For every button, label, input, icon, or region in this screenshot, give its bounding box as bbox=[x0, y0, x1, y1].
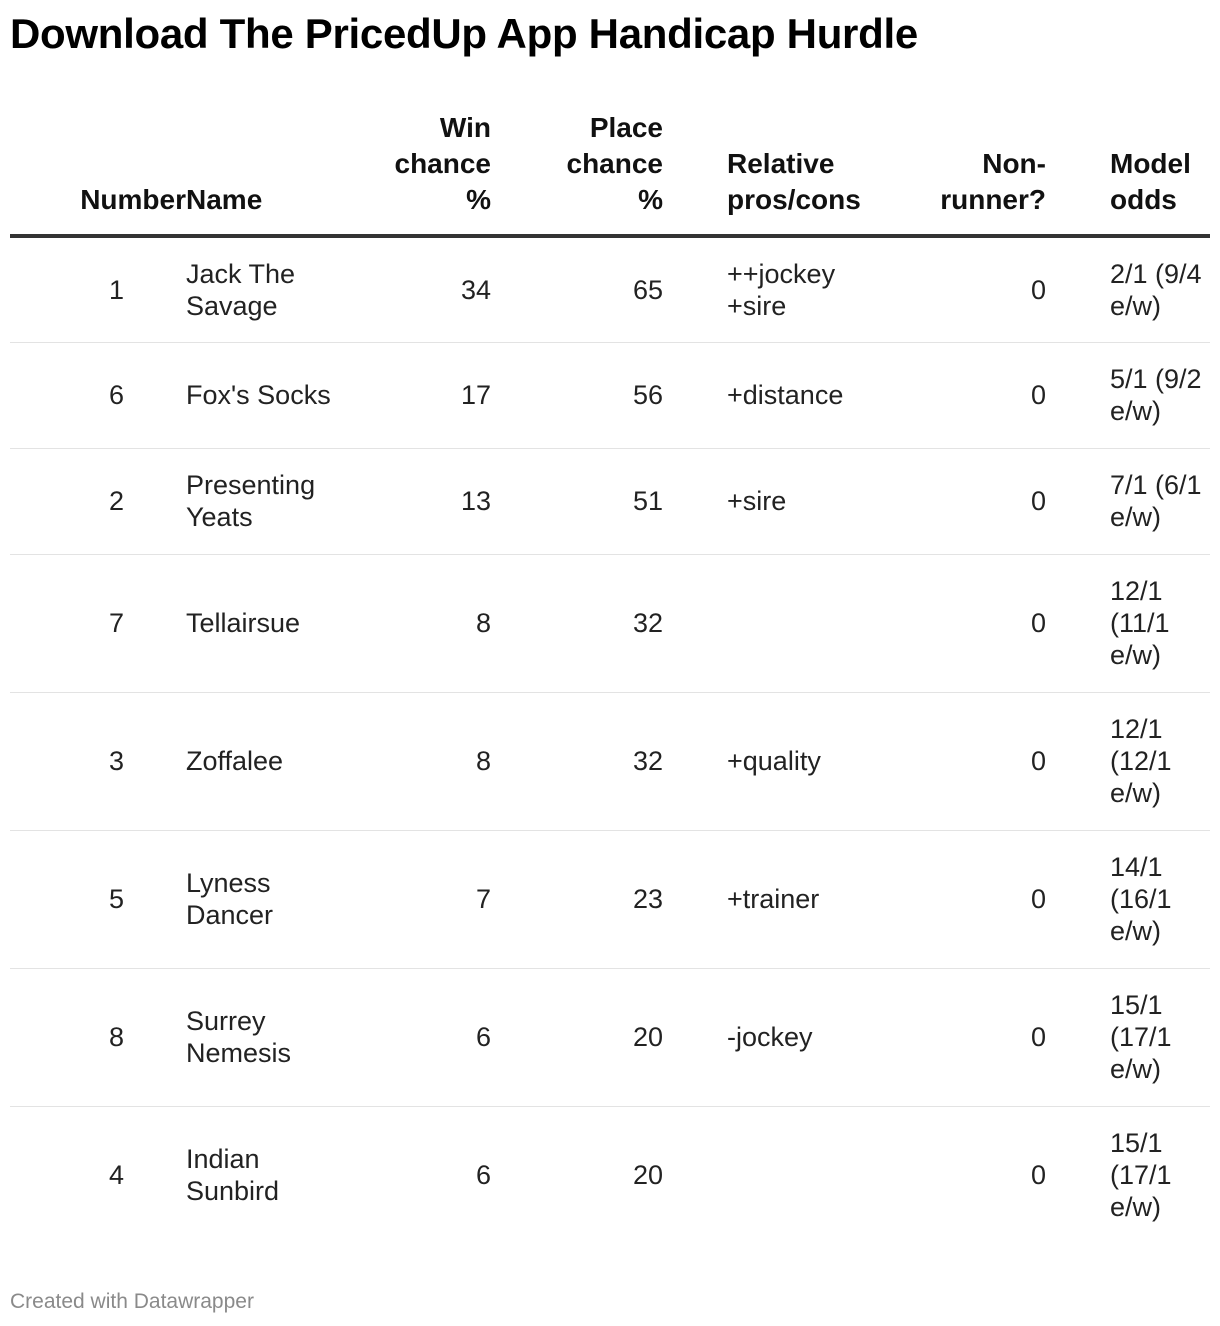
cell-odds: 15/1 (17/1 e/w) bbox=[1046, 968, 1210, 1106]
table-row bbox=[10, 1106, 1210, 1244]
table-row bbox=[10, 968, 1210, 1106]
pros-cons-item: +trainer bbox=[727, 884, 820, 914]
cell-odds: 7/1 (6/1 e/w) bbox=[1046, 448, 1210, 554]
cell-win: 8 bbox=[346, 692, 491, 830]
column-header-text: % bbox=[466, 184, 491, 215]
column-header-name bbox=[186, 110, 346, 236]
cell-number: 2 bbox=[10, 448, 186, 554]
cell-nr: 0 bbox=[871, 554, 1046, 692]
cell-name: Lyness Dancer bbox=[186, 830, 346, 968]
cell-odds: 15/1 (17/1 e/w) bbox=[1110, 1128, 1172, 1223]
cell-pros bbox=[663, 236, 871, 342]
cell-nr: 0 bbox=[871, 342, 1046, 448]
cell-win: 6 bbox=[346, 968, 491, 1106]
cell-nr: 0 bbox=[871, 236, 1046, 342]
column-header-text: Relative bbox=[727, 148, 835, 179]
table-header bbox=[10, 110, 1210, 236]
cell-pros bbox=[663, 342, 871, 448]
table-row bbox=[10, 554, 1210, 692]
footer-credit: Created with Datawrapper bbox=[10, 1290, 254, 1313]
cell-nr: 0 bbox=[871, 830, 1046, 968]
pros-cons-item: +quality bbox=[727, 746, 821, 776]
table-body bbox=[10, 236, 1210, 1244]
cell-number: 4 bbox=[108, 1160, 124, 1191]
column-header-number bbox=[10, 110, 186, 236]
cell-win: 8 bbox=[346, 554, 491, 692]
cell-pros bbox=[663, 830, 871, 968]
cell-win: 17 bbox=[346, 342, 491, 448]
cell-place: 56 bbox=[491, 342, 663, 448]
cell-nr: 0 bbox=[1030, 1160, 1046, 1191]
cell-pros bbox=[663, 448, 871, 554]
column-header-text: Number bbox=[80, 184, 186, 215]
cell-win: 7 bbox=[346, 830, 491, 968]
cell-name: Surrey Nemesis bbox=[186, 968, 346, 1106]
cell-pros bbox=[663, 968, 871, 1106]
pros-cons-item: -jockey bbox=[727, 1022, 813, 1052]
column-header-place bbox=[491, 110, 663, 236]
column-header-text: pros/cons bbox=[727, 184, 861, 215]
table-row bbox=[10, 448, 1210, 554]
pros-cons-item: +sire bbox=[727, 290, 787, 321]
column-header-text: Model bbox=[1110, 148, 1191, 179]
cell-number: 5 bbox=[10, 830, 186, 968]
cell-pros bbox=[663, 1106, 871, 1244]
cell-place: 20 bbox=[632, 1160, 663, 1191]
column-header-odds bbox=[1046, 110, 1210, 236]
cell-nr: 0 bbox=[871, 692, 1046, 830]
cell-odds: 5/1 (9/2 e/w) bbox=[1046, 342, 1210, 448]
cell-place: 20 bbox=[491, 968, 663, 1106]
cell-win: 13 bbox=[346, 448, 491, 554]
column-header-nr bbox=[871, 110, 1046, 236]
column-header-text: % bbox=[638, 184, 663, 215]
column-header-text: chance bbox=[394, 148, 491, 179]
cell-place: 51 bbox=[491, 448, 663, 554]
cell-odds: 12/1 (12/1 e/w) bbox=[1046, 692, 1210, 830]
cell-win: 6 bbox=[475, 1160, 491, 1191]
column-header-pros bbox=[663, 110, 871, 236]
pros-cons-item: ++jockey bbox=[727, 258, 836, 289]
cell-place: 23 bbox=[491, 830, 663, 968]
column-header-text: Place bbox=[589, 112, 663, 143]
cell-number: 3 bbox=[10, 692, 186, 830]
cell-name: Fox's Socks bbox=[186, 342, 346, 448]
table-row bbox=[10, 342, 1210, 448]
cell-name: Indian Sunbird bbox=[186, 1144, 280, 1207]
table-row bbox=[10, 830, 1210, 968]
cell-place: 32 bbox=[491, 692, 663, 830]
cell-place: 65 bbox=[491, 236, 663, 342]
cell-nr: 0 bbox=[871, 968, 1046, 1106]
chart-title: Download The PricedUp App Handicap Hurdle bbox=[10, 10, 918, 57]
column-header-win bbox=[346, 110, 491, 236]
column-header-text: Name bbox=[186, 184, 263, 215]
column-header-text: Non- bbox=[982, 148, 1046, 179]
cell-number: 8 bbox=[10, 968, 186, 1106]
cell-pros bbox=[663, 554, 871, 692]
pros-cons-item: +distance bbox=[727, 380, 844, 410]
header-row bbox=[10, 110, 1210, 236]
cell-place: 32 bbox=[491, 554, 663, 692]
cell-nr: 0 bbox=[871, 448, 1046, 554]
column-header-text: Win bbox=[439, 112, 491, 143]
cell-name: Zoffalee bbox=[186, 692, 346, 830]
odds-table bbox=[10, 110, 1210, 1244]
column-header-text: chance bbox=[566, 148, 663, 179]
cell-number: 6 bbox=[10, 342, 186, 448]
cell-name: Tellairsue bbox=[186, 554, 346, 692]
cell-win: 34 bbox=[346, 236, 491, 342]
cell-number: 1 bbox=[10, 236, 186, 342]
table-row bbox=[10, 692, 1210, 830]
cell-odds: 14/1 (16/1 e/w) bbox=[1046, 830, 1210, 968]
cell-name: Jack The Savage bbox=[186, 236, 346, 342]
table-row bbox=[10, 236, 1210, 342]
cell-pros bbox=[663, 692, 871, 830]
cell-odds: 2/1 (9/4 e/w) bbox=[1046, 236, 1210, 342]
column-header-text: odds bbox=[1110, 184, 1177, 215]
cell-name: Presenting Yeats bbox=[186, 448, 346, 554]
cell-odds: 12/1 (11/1 e/w) bbox=[1046, 554, 1210, 692]
column-header-text: runner? bbox=[940, 184, 1046, 215]
cell-number: 7 bbox=[10, 554, 186, 692]
pros-cons-item: +sire bbox=[727, 486, 787, 516]
